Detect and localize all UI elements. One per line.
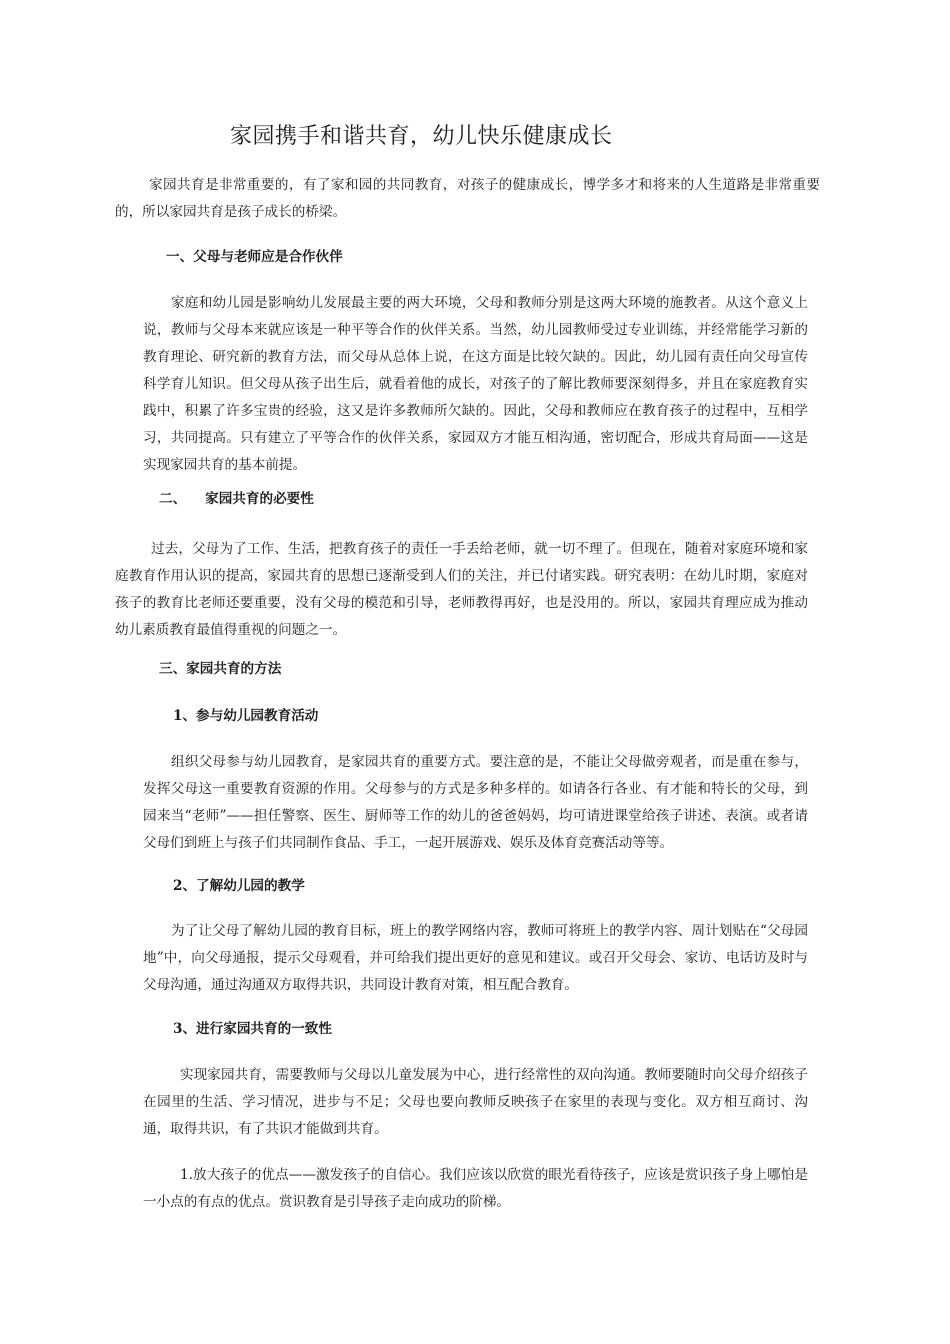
- sub1-body: 组织父母参与幼儿园教育，是家园共育的重要方式。要注意的是，不能让父母做旁观者，而是重在参与，发挥父母这一重要教育资源的作用。父母参与的方式是多种多样的。如请各行各业、有才能和特长的父母，到园来当“老师”——担任警察、医生、厨师等工作的幼儿的爸爸妈妈，均可请进课堂给孩子讲述、表演。或者请父母们到班上与孩子们共同制作食品、手工，一起开展游戏、娱乐及体育竞赛活动等等。: [143, 754, 808, 851]
- sub1-heading: 1、参与幼儿园教育活动: [173, 708, 319, 724]
- section2-body: 过去，父母为了工作、生活，把教育孩子的责任一手丢给老师，就一切不理了。但现在，随着对家庭环境和家庭教育作用认识的提高，家园共育的思想已逐渐受到人们的关注，并已付诸实践。研究表明：在幼儿时期，家庭对孩子的教育比老师还要重要，没有父母的模范和引导，老师教得再好，也是没用的。所以，家园共育理应成为推动幼儿素质教育最值得重视的问题之一。: [115, 541, 808, 638]
- section1-body: 家庭和幼儿园是影响幼儿发展最主要的两大环境，父母和教师分别是这两大环境的施教者。从这个意义上说，教师与父母本来就应该是一种平等合作的伙伴关系。当然，幼儿园教师受过专业训练，并经常能学习新的教育理论、研究新的教育方法，而父母从总体上说，在这方面是比较欠缺的。因此，幼儿园有责任向父母宣传科学育儿知识。但父母从孩子出生后，就看着他的成长，对孩子的了解比教师要深刻得多，并且在家庭教育实践中，积累了许多宝贵的经验，这又是许多教师所欠缺的。因此，父母和教师应在教育孩子的过程中，互相学习，共同提高。只有建立了平等合作的伙伴关系，家园双方才能互相沟通，密切配合，形成共育局面——这是实现家园共育的基本前提。: [143, 295, 808, 473]
- sub3-heading: 3、进行家园共育的一致性: [173, 1021, 332, 1037]
- document-title: 家园携手和谐共育，幼儿快乐健康成长: [230, 124, 613, 149]
- section1-heading: 一、父母与老师应是合作伙伴: [166, 249, 343, 265]
- section3-heading: 三、家园共育的方法: [159, 661, 282, 677]
- sub2-heading: 2、了解幼儿园的教学: [173, 878, 305, 894]
- intro-paragraph: 家园共育是非常重要的，有了家和园的共同教育，对孩子的健康成长，博学多才和将来的人生道路是非常重要的，所以家园共育是孩子成长的桥梁。: [115, 177, 820, 220]
- section2-heading: 二、 家园共育的必要性: [159, 491, 314, 507]
- sub2-body: 为了让父母了解幼儿园的教育目标，班上的教学网络内容，教师可将班上的教学内容、周计划贴在“父母园地”中，向父母通报，提示父母观看，并可给我们提出更好的意见和建议。或召开父母会、家访、电话访及时与父母沟通，通过沟通双方取得共识，共同设计教育对策，相互配合教育。: [143, 923, 808, 993]
- point1-paragraph: 1.放大孩子的优点——激发孩子的自信心。我们应该以欣赏的眼光看待孩子，应该是赏识孩子身上哪怕是一小点的有点的优点。赏识教育是引导孩子走向成功的阶梯。: [143, 1167, 808, 1210]
- sub3-body: 实现家园共育，需要教师与父母以儿童发展为中心，进行经常性的双向沟通。教师要随时向父母介绍孩子在园里的生活、学习情况，进步与不足；父母也要向教师反映孩子在家里的表现与变化。双方相互商讨、沟通，取得共识，有了共识才能做到共育。: [143, 1067, 808, 1137]
